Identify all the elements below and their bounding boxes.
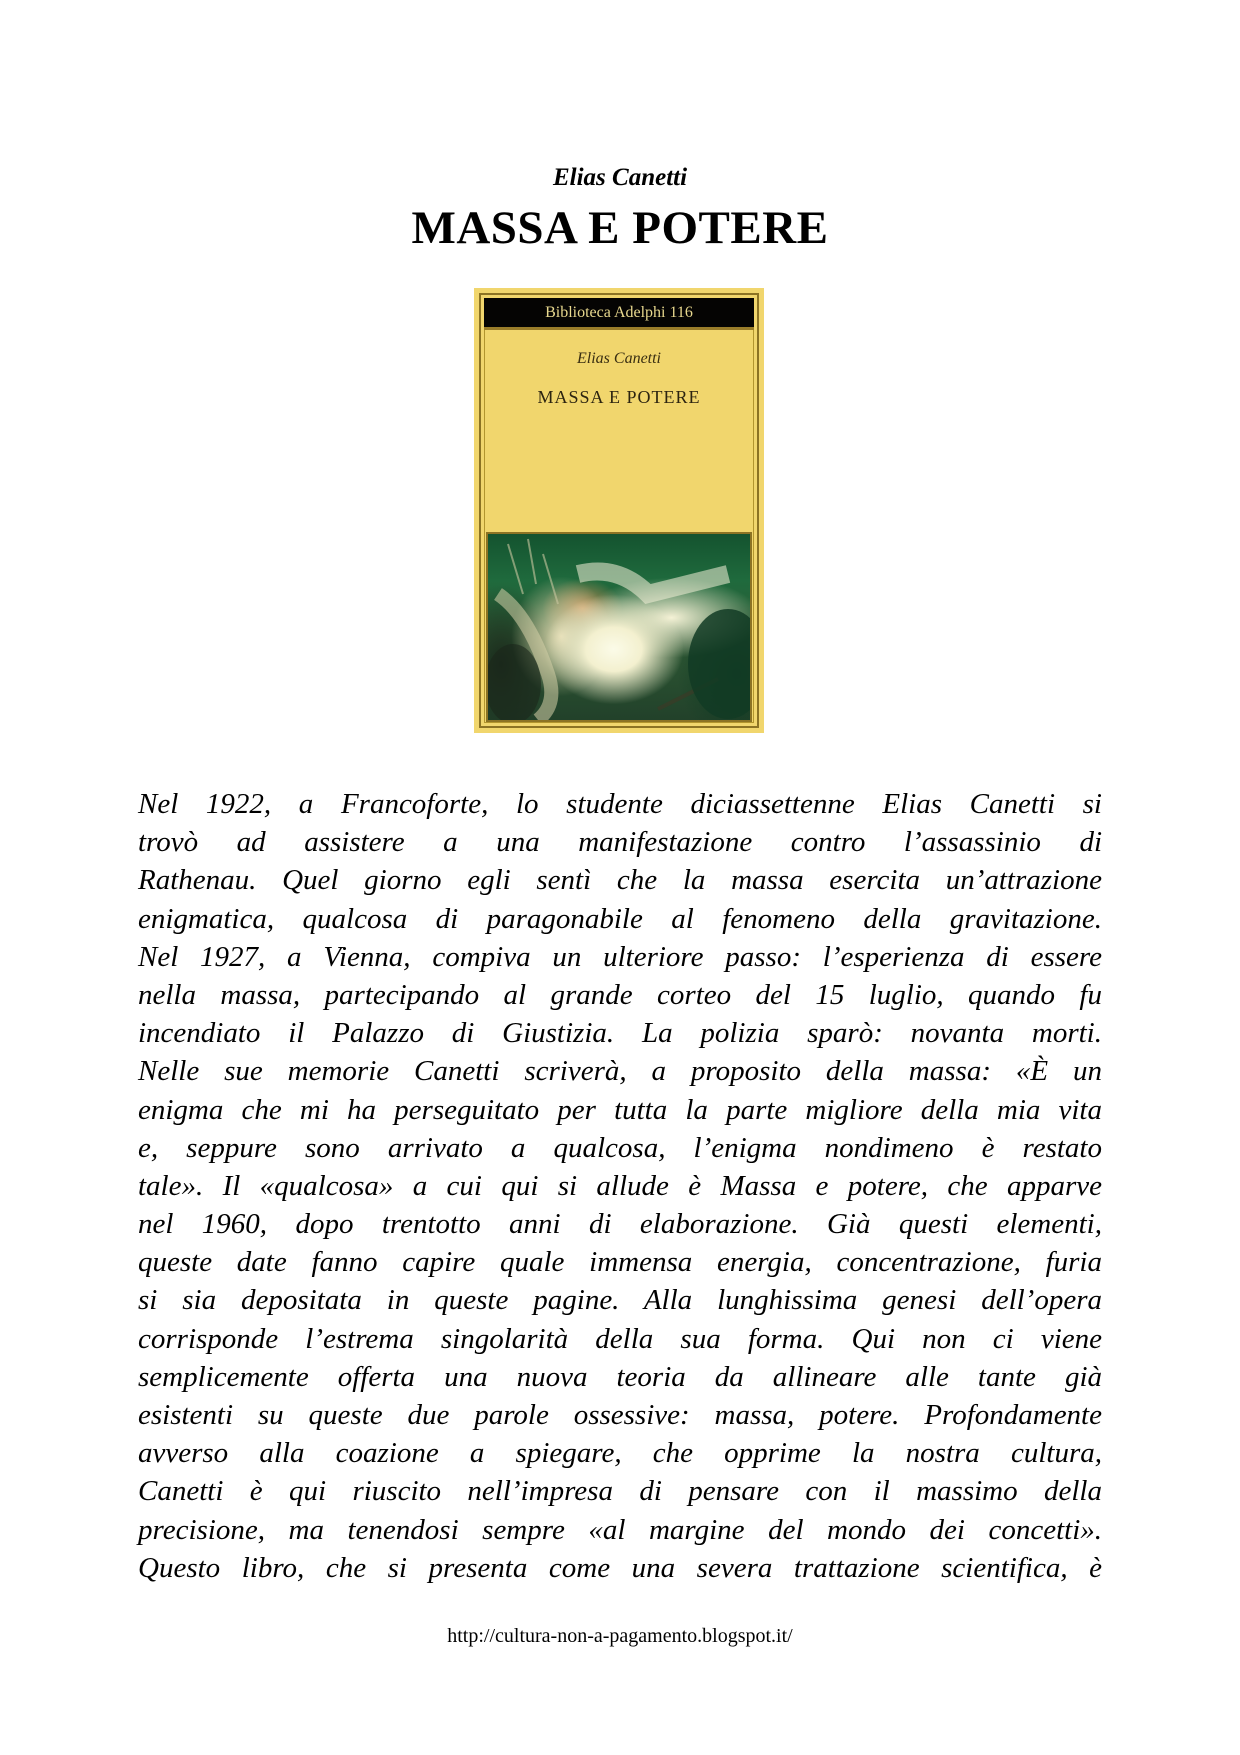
footer-url-link[interactable]: http://cultura-non-a-pagamento.blogspot.it/ xyxy=(447,1625,793,1647)
description-line: Nel 1922, a Francoforte, lo studente diciassettenne Elias Canetti si xyxy=(138,788,1102,820)
cover-title: MASSA E POTERE xyxy=(537,387,701,407)
author-name: Elias Canetti xyxy=(552,164,688,191)
description-line: nel 1960, dopo trentotto anni di elaborazione. Già questi elementi, xyxy=(138,1208,1102,1241)
description-line: Canetti è qui riuscito nell’impresa di pensare con il massimo della xyxy=(138,1475,1102,1508)
description-line: e, seppure sono arrivato a qualcosa, l’enigma nondimeno è restato xyxy=(138,1131,1102,1164)
description-line: Questo libro, che si presenta come una severa trattazione scientifica, è xyxy=(138,1551,1102,1584)
cover-painting xyxy=(486,532,752,722)
description-line: nella massa, partecipando al grande corteo del 15 luglio, quando fu xyxy=(138,978,1102,1011)
description-line: avverso alla coazione a spiegare, che opprime la nostra cultura, xyxy=(138,1437,1102,1470)
book-description xyxy=(138,785,1102,1587)
description-line: queste date fanno capire quale immensa energia, concentrazione, furia xyxy=(138,1246,1102,1279)
cover-series-banner: Biblioteca Adelphi 116 xyxy=(484,298,754,330)
book-title: MASSA E POTERE xyxy=(411,202,829,254)
description-line: Rathenau. Quel giorno egli sentì che la massa esercita un’attrazione xyxy=(138,864,1102,897)
description-line: si sia depositata in queste pagine. Alla lunghissima genesi dell’opera xyxy=(138,1284,1102,1317)
description-line: tale». Il «qualcosa» a cui qui si allude è Massa e potere, che apparve xyxy=(138,1169,1102,1202)
description-line: enigmatica, qualcosa di paragonabile al fenomeno della gravitazione. xyxy=(138,902,1102,935)
description-line: Nel 1927, a Vienna, compiva un ulteriore passo: l’esperienza di essere xyxy=(138,940,1102,973)
description-line: incendiato il Palazzo di Giustizia. La polizia sparò: novanta morti. xyxy=(138,1017,1102,1050)
description-line: esistenti su queste due parole ossessive: massa, potere. Profondamente xyxy=(138,1399,1102,1431)
description-line: enigma che mi ha perseguitato per tutta la parte migliore della mia vita xyxy=(138,1093,1102,1126)
description-line: trovò ad assistere a una manifestazione contro l’assassinio di xyxy=(138,826,1102,859)
book-cover-image xyxy=(474,288,764,733)
description-line: precisione, ma tenendosi sempre «al margine del mondo dei concetti». xyxy=(138,1513,1102,1546)
cover-author: Elias Canetti xyxy=(577,350,661,367)
cover-painting-art xyxy=(488,534,750,720)
description-line: semplicemente offerta una nuova teoria da allineare alle tante già xyxy=(138,1360,1102,1393)
description-line: corrisponde l’estrema singolarità della sua forma. Qui non ci viene xyxy=(138,1322,1102,1355)
description-line: Nelle sue memorie Canetti scriverà, a proposito della massa: «È un xyxy=(138,1055,1102,1088)
